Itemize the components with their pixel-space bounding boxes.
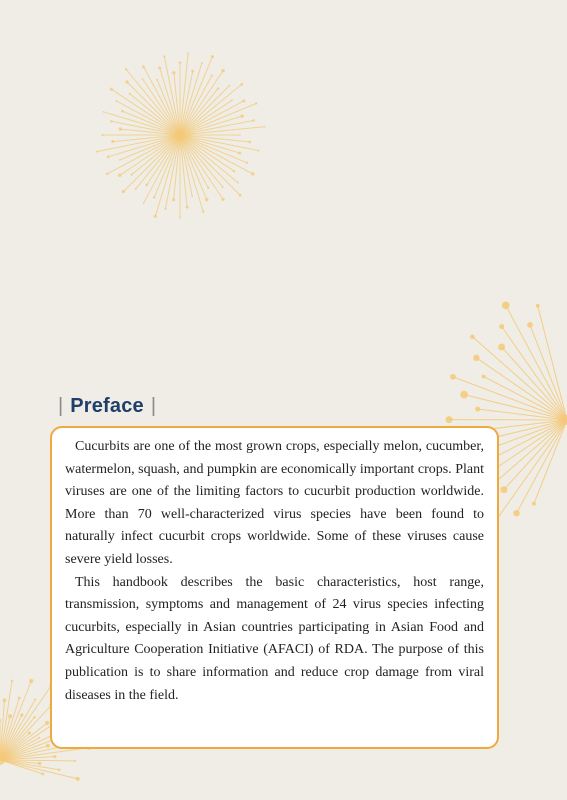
burst-dot bbox=[222, 198, 225, 201]
burst-dot bbox=[103, 111, 105, 113]
burst-ray bbox=[132, 135, 180, 175]
burst-dot bbox=[246, 162, 248, 164]
burst-dot bbox=[205, 198, 208, 201]
burst-dot bbox=[101, 134, 103, 136]
burst-dot bbox=[450, 374, 456, 380]
burst-dot bbox=[179, 217, 181, 219]
burst-dot bbox=[186, 206, 189, 209]
burst-dot bbox=[115, 100, 117, 102]
burst-dot bbox=[248, 141, 251, 144]
burst-dot bbox=[29, 679, 33, 683]
burst-dot bbox=[513, 510, 519, 516]
burst-ray bbox=[180, 89, 218, 135]
burst-dot bbox=[241, 114, 244, 117]
burst-dot bbox=[231, 99, 233, 101]
burst-dot bbox=[527, 322, 533, 328]
burst-dot bbox=[502, 301, 510, 309]
burst-dot bbox=[202, 210, 205, 213]
burst-dot bbox=[473, 355, 479, 361]
burst-dot bbox=[158, 66, 161, 69]
burst-dot bbox=[229, 85, 231, 87]
burst-dot bbox=[460, 391, 468, 399]
burst-ray bbox=[180, 135, 223, 187]
burst-ray bbox=[136, 135, 180, 189]
burst-dot bbox=[58, 769, 61, 772]
burst-dot bbox=[110, 120, 113, 123]
preface-paragraph-2: This handbook describes the basic characteristics, host range, transmission, symptoms and management of 24 virus species infecting cucurbits, especially in Asian countries participating in Asian Food and Agriculture Cooperation Initiative (AFACI) of RDA. The purpose of this publication is to share information and reduce crop damage from viral diseases in the field. bbox=[65, 574, 484, 703]
burst-dot bbox=[74, 760, 76, 762]
burst-dot bbox=[242, 99, 245, 102]
burst-dot bbox=[107, 155, 110, 158]
burst-dot bbox=[33, 716, 36, 719]
burst-dot bbox=[154, 215, 157, 218]
burst-dot bbox=[264, 126, 266, 128]
burst-dot bbox=[445, 416, 452, 423]
burst-dot bbox=[118, 174, 121, 177]
burst-dot bbox=[45, 721, 49, 725]
burst-dot bbox=[106, 173, 109, 176]
burst-dot bbox=[470, 335, 474, 339]
burst-dot bbox=[110, 88, 113, 91]
burst-dot bbox=[121, 110, 124, 113]
burst-dot bbox=[207, 187, 209, 189]
burst-dot bbox=[482, 375, 486, 379]
burst-ray bbox=[180, 135, 238, 183]
burst-dot bbox=[201, 62, 203, 64]
burst-dot bbox=[53, 755, 56, 758]
burst-ray bbox=[126, 69, 180, 135]
burst-dot bbox=[129, 93, 131, 95]
burst-ray bbox=[534, 420, 567, 504]
burst-dot bbox=[163, 55, 165, 57]
burst-dot bbox=[233, 170, 236, 173]
page-title: Preface bbox=[70, 395, 144, 417]
section-heading bbox=[58, 392, 156, 420]
burst-dot bbox=[191, 70, 194, 73]
burst-core bbox=[175, 130, 185, 140]
burst-dot bbox=[0, 719, 1, 721]
burst-dot bbox=[145, 184, 148, 187]
burst-ray bbox=[180, 84, 242, 135]
burst-dot bbox=[131, 173, 133, 175]
burst-dot bbox=[251, 172, 254, 175]
burst-dot bbox=[119, 159, 121, 161]
burst-dot bbox=[498, 343, 505, 350]
burst-dot bbox=[125, 68, 128, 71]
burst-dot bbox=[532, 502, 536, 506]
burst-dot bbox=[3, 698, 7, 702]
burst-dot bbox=[119, 127, 122, 130]
burst-dot bbox=[8, 714, 12, 718]
burst-dot bbox=[38, 737, 40, 739]
heading-divider-right: | bbox=[150, 395, 157, 417]
burst-dot bbox=[20, 713, 23, 716]
burst-ray bbox=[0, 686, 51, 760]
top-starburst-icon bbox=[96, 52, 266, 218]
burst-dot bbox=[475, 406, 480, 411]
burst-dot bbox=[111, 140, 114, 143]
burst-dot bbox=[191, 195, 193, 197]
burst-dot bbox=[34, 698, 36, 700]
burst-ray bbox=[453, 377, 567, 420]
burst-dot bbox=[238, 152, 241, 155]
burst-dot bbox=[499, 324, 504, 329]
burst-dot bbox=[187, 52, 189, 54]
burst-dot bbox=[172, 198, 175, 201]
burst-ray bbox=[530, 325, 567, 420]
burst-dot bbox=[211, 74, 213, 76]
burst-dot bbox=[239, 134, 241, 136]
burst-dot bbox=[18, 696, 21, 699]
burst-dot bbox=[38, 762, 42, 766]
burst-dot bbox=[255, 102, 257, 104]
burst-dot bbox=[142, 78, 144, 80]
preface-paragraph-1: Cucurbits are one of the most grown crops, especially melon, cucumber, watermelon, squash, and pumpkin are economically important crops. Plant viruses are one of the limiting factors to cucurbit production worldwide. More than 70 well-characterized virus species have been found to naturally infect cucurbit crops worldwide. Some of these viruses cause severe yield losses. bbox=[65, 439, 484, 567]
burst-dot bbox=[46, 744, 50, 748]
burst-dot bbox=[156, 79, 158, 81]
burst-dot bbox=[179, 61, 182, 64]
burst-dot bbox=[536, 304, 540, 308]
burst-dot bbox=[153, 196, 156, 199]
burst-ray bbox=[0, 760, 59, 770]
burst-dot bbox=[240, 83, 243, 86]
burst-dot bbox=[221, 69, 224, 72]
burst-dot bbox=[96, 151, 98, 153]
burst-dot bbox=[41, 772, 44, 775]
preface-text-box bbox=[50, 426, 499, 749]
burst-dot bbox=[122, 190, 125, 193]
burst-dot bbox=[142, 65, 145, 68]
burst-ray bbox=[130, 94, 180, 135]
burst-dot bbox=[239, 194, 242, 197]
burst-dot bbox=[76, 777, 80, 781]
burst-dot bbox=[211, 55, 214, 58]
heading-divider-left: | bbox=[58, 395, 64, 417]
burst-ray bbox=[0, 705, 51, 760]
burst-dot bbox=[237, 182, 239, 184]
burst-ray bbox=[517, 420, 567, 513]
burst-dot bbox=[143, 202, 145, 204]
burst-dot bbox=[258, 150, 260, 152]
burst-dot bbox=[252, 119, 255, 122]
burst-dot bbox=[164, 207, 166, 209]
burst-ray bbox=[497, 420, 567, 520]
burst-dot bbox=[217, 87, 220, 90]
burst-dot bbox=[172, 71, 175, 74]
burst-dot bbox=[222, 186, 224, 188]
burst-dot bbox=[28, 732, 31, 735]
burst-dot bbox=[500, 486, 507, 493]
burst-dot bbox=[135, 188, 137, 190]
burst-dot bbox=[125, 80, 128, 83]
burst-dot bbox=[11, 680, 14, 683]
burst-ray bbox=[506, 305, 567, 420]
